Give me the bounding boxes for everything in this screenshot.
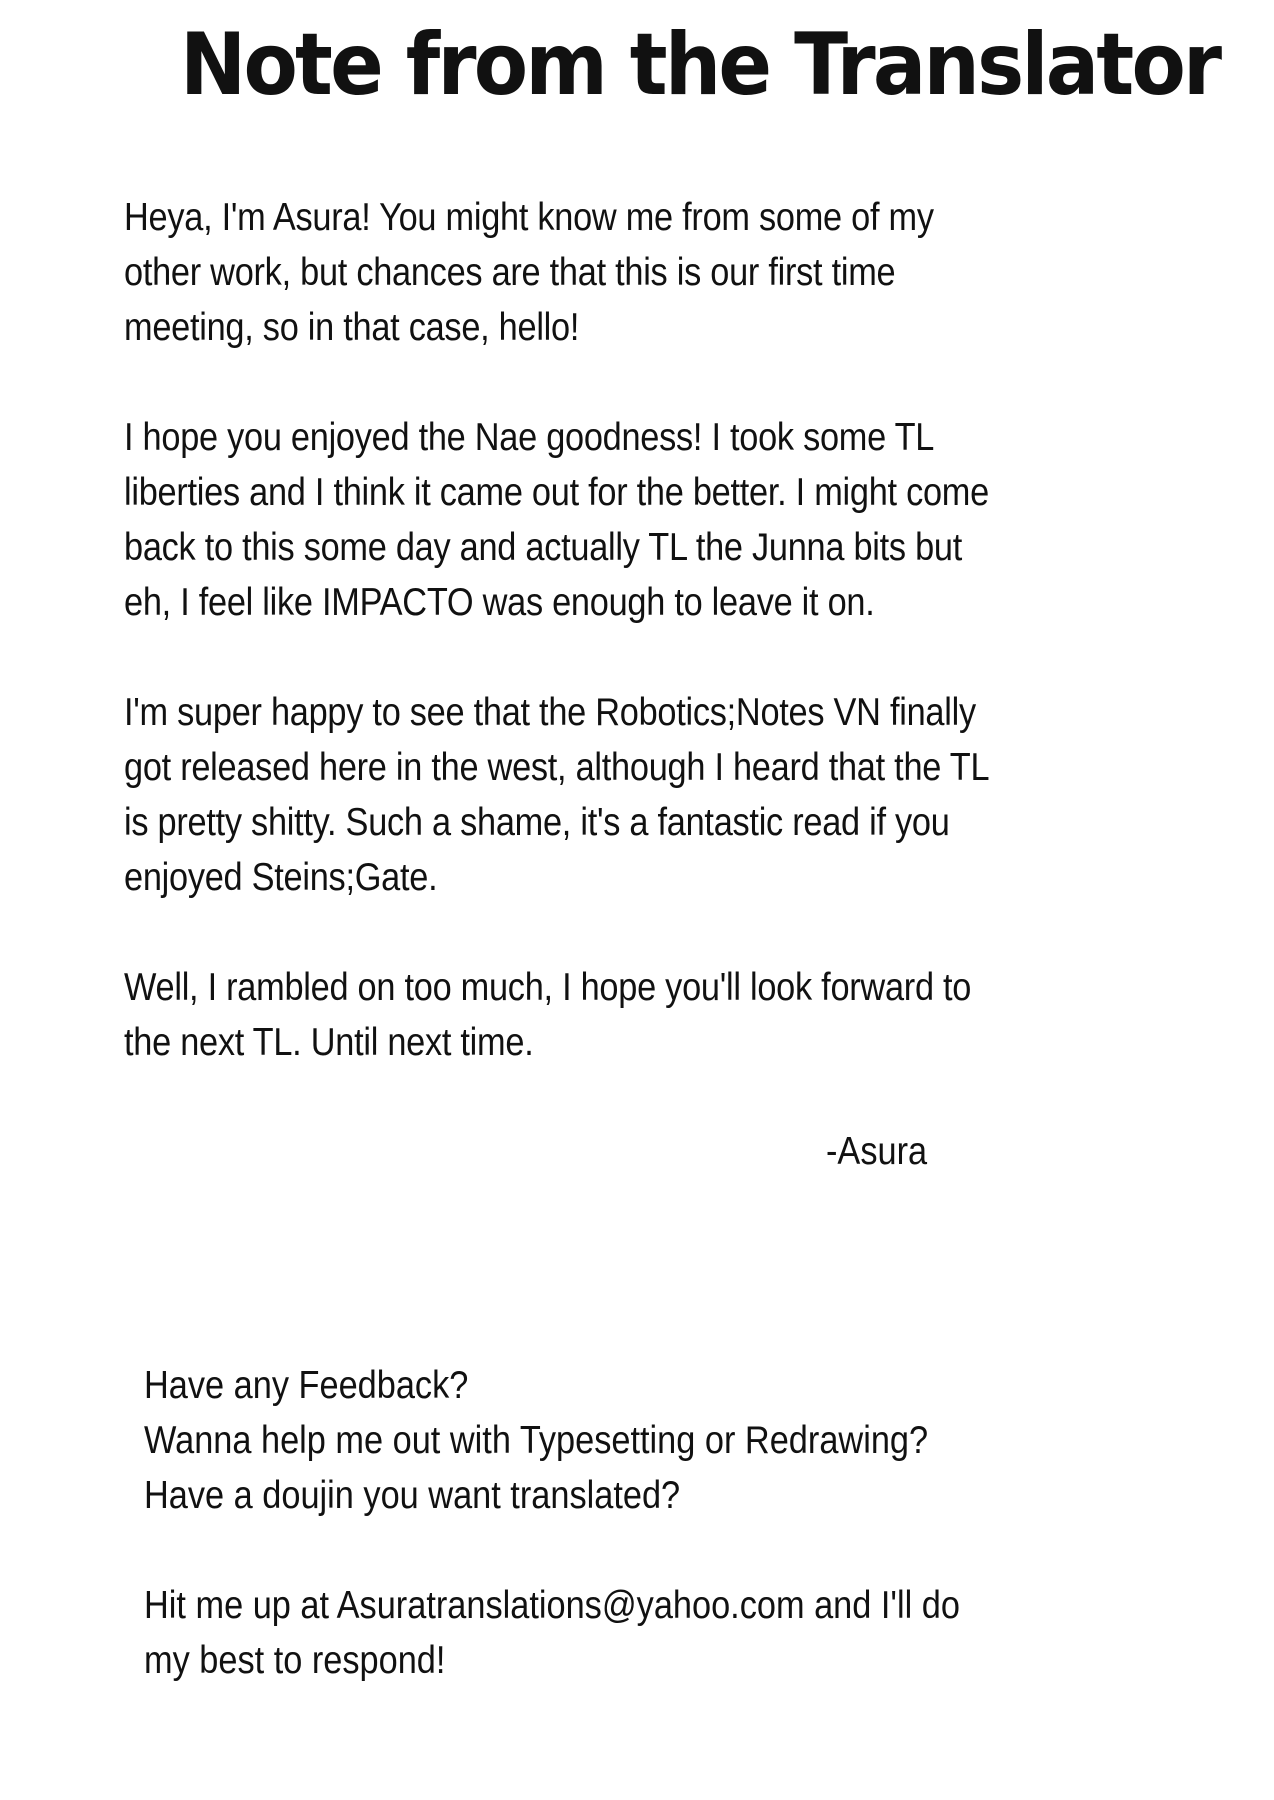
contact-closing-line: Hit me up at Asuratranslations@yahoo.com and I'll do [144, 1584, 960, 1627]
paragraph-line: I'm super happy to see that the Robotics;Notes VN finally [124, 691, 976, 734]
paragraph-line: liberties and I think it came out for the better. I might come [124, 471, 989, 514]
paragraph-closing [124, 960, 1224, 1070]
paragraph-line: got released here in the west, although I heard that the TL [124, 746, 990, 789]
paragraph-intro [124, 190, 1224, 355]
paragraph-line: Heya, I'm Asura! You might know me from some of my [124, 196, 934, 239]
contact-question: Have any Feedback? [144, 1364, 469, 1407]
paragraph-line: I hope you enjoyed the Nae goodness! I took some TL [124, 416, 935, 459]
signature: -Asura [826, 1130, 928, 1173]
contact-closing-line: my best to respond! [144, 1639, 446, 1682]
paragraph-line: is pretty shitty. Such a shame, it's a fantastic read if you [124, 801, 950, 844]
paragraph-line: other work, but chances are that this is our first time [124, 251, 896, 294]
paragraph-line: enjoyed Steins;Gate. [124, 856, 438, 899]
paragraph-line: the next TL. Until next time. [124, 1021, 534, 1064]
contact-section [144, 1358, 1244, 1688]
paragraph-nae [124, 410, 1224, 630]
paragraph-robotics-notes [124, 685, 1224, 905]
paragraph-line: Well, I rambled on too much, I hope you'll look forward to [124, 966, 972, 1009]
page-title: Note from the Translator [180, 15, 1220, 115]
contact-question: Wanna help me out with Typesetting or Redrawing? [144, 1419, 929, 1462]
letter-body [124, 190, 1224, 1125]
contact-spacer [144, 1523, 1244, 1578]
contact-question: Have a doujin you want translated? [144, 1474, 681, 1517]
paragraph-line: meeting, so in that case, hello! [124, 306, 580, 349]
paragraph-line: back to this some day and actually TL the Junna bits but [124, 526, 963, 569]
paragraph-line: eh, I feel like IMPACTO was enough to leave it on. [124, 581, 875, 624]
